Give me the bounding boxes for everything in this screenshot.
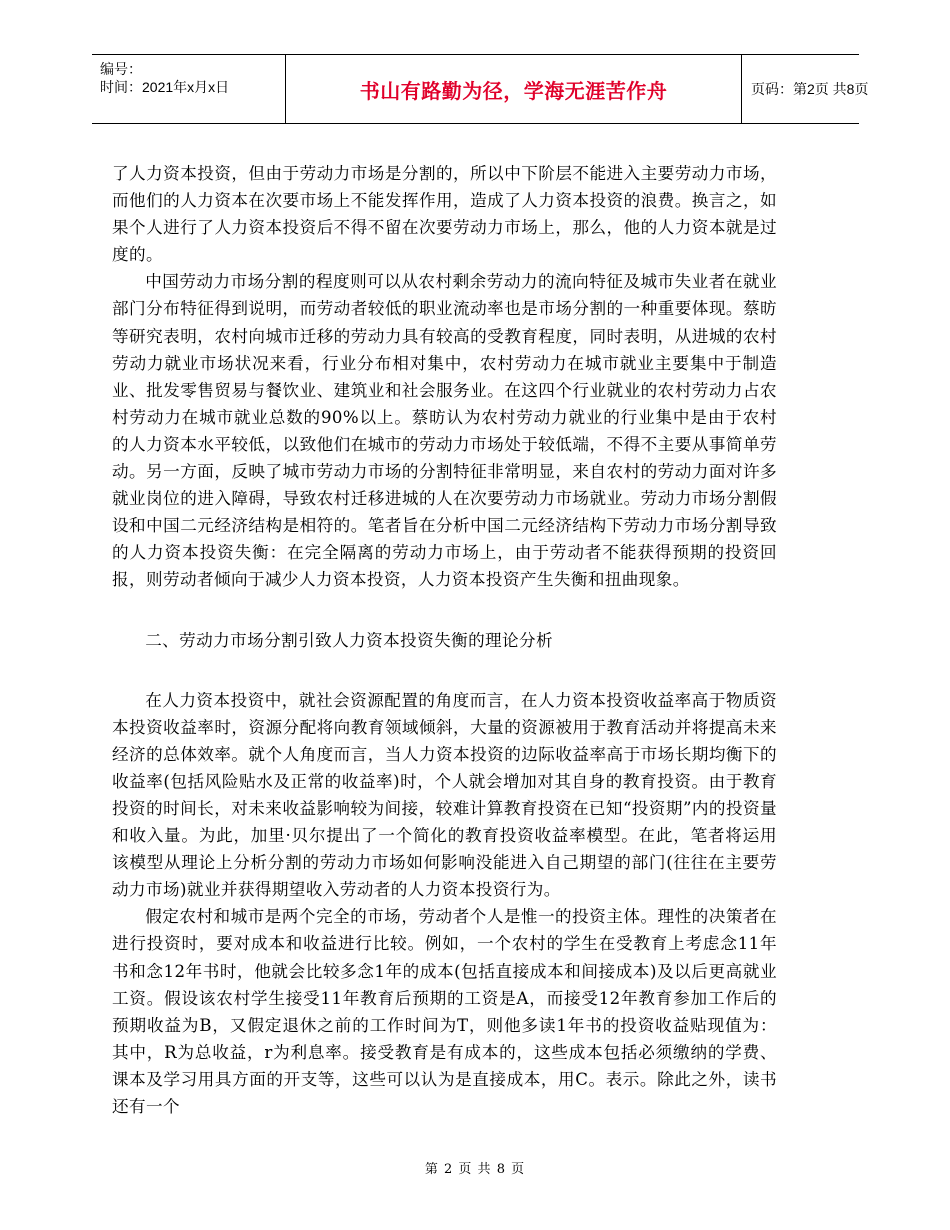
body-paragraph: 了人力资本投资，但由于劳动力市场是分割的，所以中下阶层不能进入主要劳动力市场，而他们的人力资本在次要市场上不能发挥作用，造成了人力资本投资的浪费。换言之，如果个人进行了人力资本投资后不得不留在次要劳动力市场上，那么，他的人力资本就是过度的。 — [112, 164, 777, 265]
header-page-info: 页码：第2页 共8页 — [751, 81, 869, 97]
body-paragraph: 假定农村和城市是两个完全的市场，劳动者个人是惟一的投资主体。理性的决策者在进行投资时，要对成本和收益进行比较。例如，一个农村的学生在受教育上考虑念11年书和念12年书时，他就会比较多念1年的成本(包括直接成本和间接成本)及以后更高就业工资。假设该农村学生接受11年教育后预期的工资是A，而接受12年教育参加工作后的预期收益为B，又假定退休之前的工作时间为T，则他多读1年书的投资收益贴现值为： 其中，R为总收益，r为利息率。接受教育是有成本的，这些成本包括必须缴纳的学费、课本及学习用具方面的开支等，这些可以认为是直接成本，用C。表示。除此之外，读书还有一个 — [112, 907, 777, 1116]
header-page-cell — [741, 55, 869, 123]
document-time-label: 时间：2021年x月x日 — [100, 79, 230, 95]
header-motto-cell — [285, 55, 742, 123]
header-meta-cell — [92, 55, 285, 123]
section-heading: 二、劳动力市场分割引致人力资本投资失衡的理论分析 — [145, 630, 554, 650]
header-motto: 书山有路勤为径，学海无涯苦作舟 — [359, 79, 668, 103]
page-header — [92, 54, 869, 124]
body-paragraph: 在人力资本投资中，就社会资源配置的角度而言，在人力资本投资收益率高于物质资本投资收益率时，资源分配将向教育领域倾斜，大量的资源被用于教育活动并将提高未来经济的总体效率。就个人角度而言，当人力资本投资的边际收益率高于市场长期均衡下的收益率(包括风险贴水及正常的收益率)时，个人就会增加对其自身的教育投资。由于教育投资的时间长，对未来收益影响较为间接，较难计算教育投资在已知“投资期”内的投资量和收入量。为此，加里·贝尔提出了一个简化的教育投资收益率模型。在此，笔者将运用该模型从理论上分析分割的劳动力市场如何影响没能进入自己期望的部门(往往在主要劳动力市场)就业并获得期望收入劳动者的人力资本投资行为。 — [112, 690, 777, 900]
body-paragraph: 中国劳动力市场分割的程度则可以从农村剩余劳动力的流向特征及城市失业者在就业部门分布特征得到说明，而劳动者较低的职业流动率也是市场分割的一种重要体现。蔡昉等研究表明，农村向城市迁移的劳动力具有较高的受教育程度，同时表明，从进城的农村劳动力就业市场状况来看，行业分布相对集中，农村劳动力在城市就业主要集中于制造业、批发零售贸易与餐饮业、建筑业和社会服务业。在这四个行业就业的农村劳动力占农村劳动力在城市就业总数的90%以上。蔡昉认为农村劳动力就业的行业集中是由于农村的人力资本水平较低，以致他们在城市的劳动力市场处于较低端，不得不主要从事简单劳动。另一方面，反映了城市劳动力市场的分割特征非常明显，来自农村的劳动力面对许多就业岗位的进入障碍，导致农村迁移进城的人在次要劳动力市场就业。劳动力市场分割假设和中国二元经济结构是相符的。笔者旨在分析中国二元经济结构下劳动力市场分割导致的人力资本投资失衡：在完全隔离的劳动力市场上，由于劳动者不能获得预期的投资回报，则劳动者倾向于减少人力资本投资，人力资本投资产生失衡和扭曲现象。 — [112, 272, 777, 590]
document-body — [112, 160, 777, 1120]
page-footer-number: 第 2 页 共 8 页 — [424, 1162, 526, 1177]
document-number-label: 编号： — [100, 61, 142, 77]
